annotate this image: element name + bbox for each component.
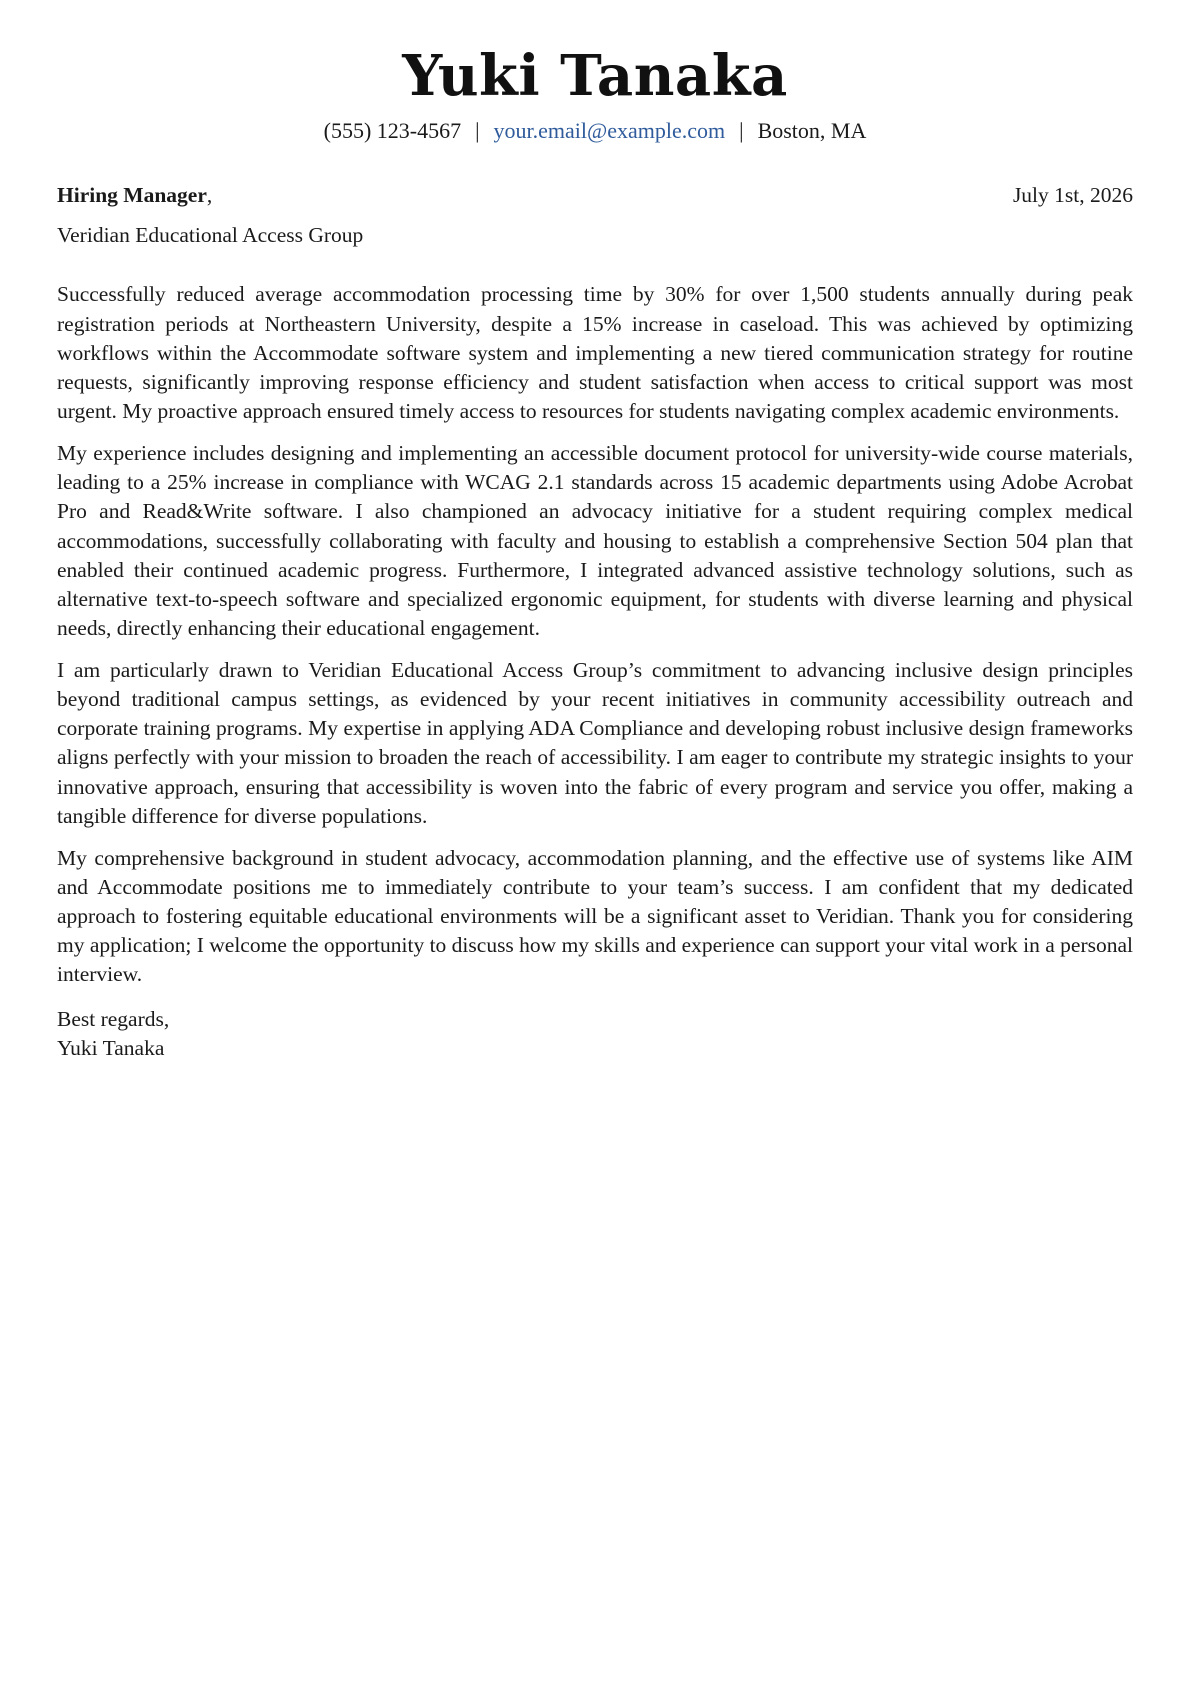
letter-date: July 1st, 2026 <box>1012 183 1133 207</box>
recipient-greeting <box>57 181 212 210</box>
recipient-suffix: , <box>206 183 213 207</box>
sender-location: Boston, MA <box>757 118 867 143</box>
sender-phone: (555) 123-4567 <box>323 118 462 143</box>
letter-content <box>57 181 1133 1063</box>
letter-closing <box>57 1005 1133 1063</box>
closing-signature: Yuki Tanaka <box>57 1035 165 1060</box>
body-paragraph: Successfully reduced average accommodation processing time by 30% for over 1,500 students annually during peak registration periods at Northeastern University, despite a 15% increase in caseload. This was achieved by optimizing workflows within the Accommodate software system and implementing a new tiered communication strategy for routine requests, significantly improving response efficiency and student satisfaction when access to critical support was most urgent. My proactive approach ensured timely access to resources for students navigating complex academic environments. <box>57 282 1133 424</box>
body-paragraph: My experience includes designing and implementing an accessible document protocol for university-wide course materials, leading to a 25% increase in compliance with WCAG 2.1 standards across 15 academic departments using Adobe Acrobat Pro and Read&Write software. I also championed an advocacy initiative for a student requiring complex medical accommodations, successfully collaborating with faculty and housing to establish a comprehensive Section 504 plan that enabled their continued academic progress. Furthermore, I integrated advanced assistive technology solutions, such as alternative text-to-speech software and specialized ergonomic equipment, for students with diverse learning and physical needs, directly enhancing their educational engagement. <box>57 440 1133 641</box>
letter-body <box>57 280 1133 989</box>
letter-header <box>57 0 1133 146</box>
recipient-name: Hiring Manager <box>57 183 207 207</box>
recipient-company: Veridian Educational Access Group <box>57 223 364 248</box>
contact-separator: | <box>475 118 480 143</box>
closing-salutation: Best regards, <box>57 1006 170 1031</box>
body-paragraph: I am particularly drawn to Veridian Educational Access Group’s commitment to advancing inclusive design principles beyond traditional campus settings, as evidenced by your recent initiatives in community accessibility outreach and corporate training programs. My expertise in applying ADA Compliance and developing robust inclusive design frameworks aligns perfectly with your mission to broaden the reach of accessibility. I am eager to contribute my strategic insights to your innovative approach, ensuring that accessibility is woven into the fabric of every program and service you offer, making a tangible difference for diverse populations. <box>57 657 1133 828</box>
sender-email-link[interactable]: your.email@example.com <box>493 118 726 143</box>
body-paragraph: My comprehensive background in student advocacy, accommodation planning, and the effective use of systems like AIM and Accommodate positions me to immediately contribute to your team’s success. I am confident that my dedicated approach to fostering equitable educational environments will be a significant asset to Veridian. Thank you for considering my application; I welcome the opportunity to discuss how my skills and experience can support your vital work in a personal interview. <box>57 845 1133 987</box>
sender-name: Yuki Tanaka <box>402 43 788 109</box>
contact-separator: | <box>739 118 744 143</box>
recipient-row <box>57 181 1133 210</box>
contact-line <box>57 116 1133 146</box>
